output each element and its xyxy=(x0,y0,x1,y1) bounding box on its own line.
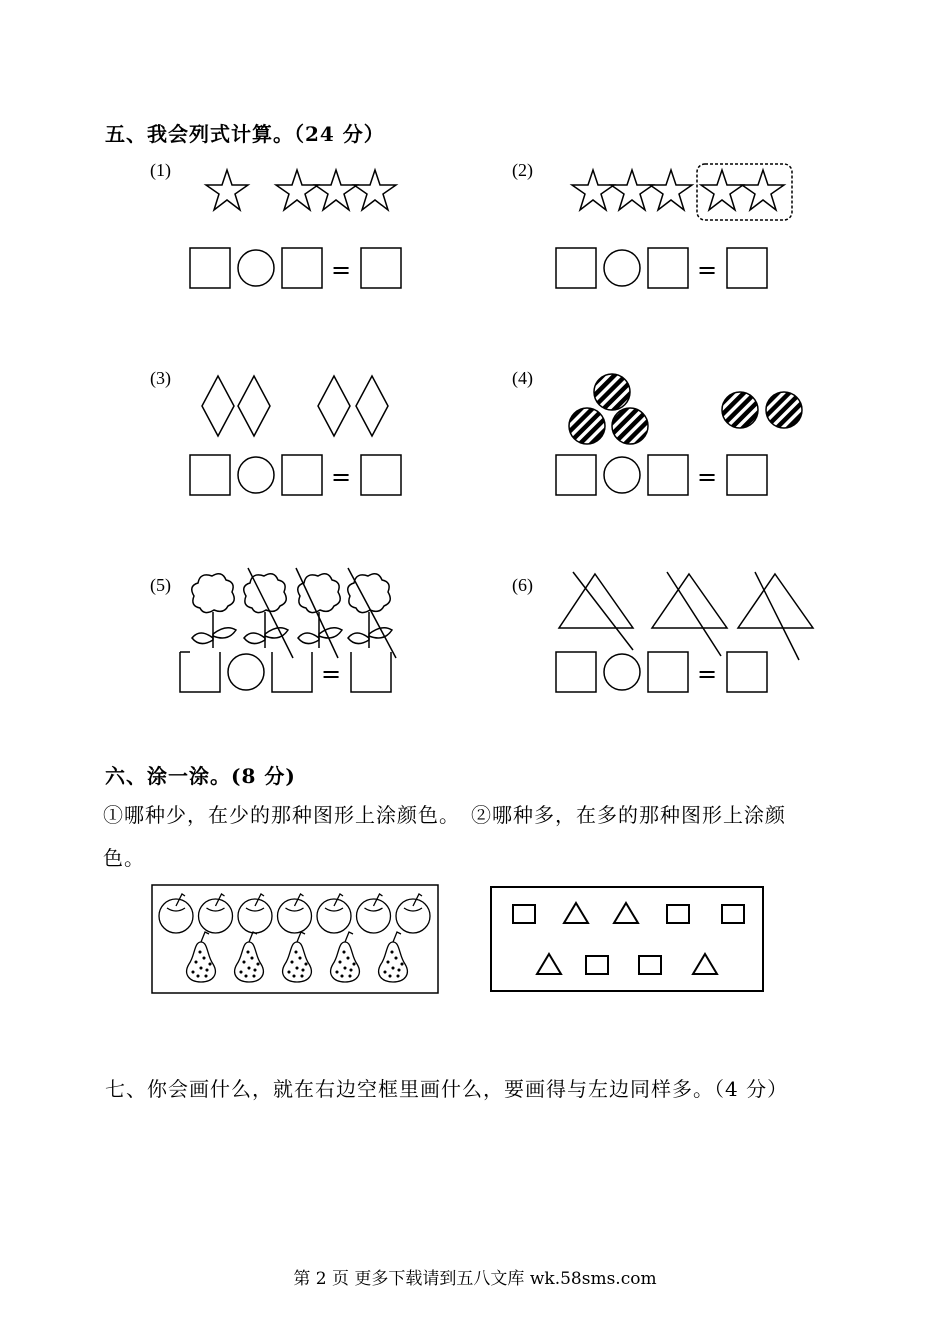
striped-ball-icon xyxy=(766,392,802,428)
triangle-icon xyxy=(537,954,561,974)
cross-out-line xyxy=(248,568,293,658)
pear-icon xyxy=(187,932,216,982)
answer-box xyxy=(361,455,401,495)
section6-heading: 六、涂一涂。(8 分) xyxy=(105,764,296,788)
stars-picture-2 xyxy=(570,162,800,224)
section5-heading: 五、我会列式计算。（24 分） xyxy=(105,122,385,146)
square-icon xyxy=(639,956,661,974)
square-icon xyxy=(586,956,608,974)
flower-icon xyxy=(192,574,236,648)
triangle-icon xyxy=(614,903,638,923)
answer-box xyxy=(282,455,322,495)
square-icon xyxy=(513,905,535,923)
equals-sign: = xyxy=(697,660,718,688)
equals-sign: = xyxy=(697,256,718,284)
cross-out-line xyxy=(755,572,799,660)
answer-box xyxy=(648,652,688,692)
pear-icon xyxy=(379,932,408,982)
answer-box xyxy=(272,652,312,692)
pear-icon xyxy=(235,932,264,982)
apple-icon xyxy=(199,894,233,933)
square-icon xyxy=(722,905,744,923)
answer-row-6 xyxy=(554,650,774,695)
section6-instruction-line2: 色。 xyxy=(103,846,145,870)
equals-sign: = xyxy=(331,463,352,491)
page-footer: 第 2 页 更多下载请到五八文库 wk.58sms.com xyxy=(293,1269,657,1289)
problem-label-5: (5) xyxy=(150,575,171,595)
operator-circle xyxy=(604,457,640,493)
answer-box xyxy=(727,652,767,692)
apple-icon xyxy=(317,894,351,933)
apple-icon xyxy=(159,894,193,933)
striped-ball-icon xyxy=(612,408,648,444)
answer-row-2 xyxy=(554,246,774,291)
answer-row-4 xyxy=(554,453,774,498)
star-icon xyxy=(701,170,743,210)
answer-box xyxy=(727,248,767,288)
diamond-icon xyxy=(356,376,388,436)
answer-box xyxy=(190,455,230,495)
striped-ball-icon xyxy=(722,392,758,428)
triangle-icon xyxy=(738,574,813,628)
problem-label-2: (2) xyxy=(512,160,533,180)
pear-icon xyxy=(331,932,360,982)
diamonds-picture xyxy=(198,372,398,440)
flower-icon xyxy=(244,574,288,648)
shapes-box xyxy=(490,886,766,994)
answer-box xyxy=(180,652,220,692)
answer-box xyxy=(648,248,688,288)
fruit-box xyxy=(151,884,441,996)
star-icon xyxy=(611,170,653,210)
triangle-icon xyxy=(693,954,717,974)
answer-box xyxy=(190,248,230,288)
answer-box xyxy=(648,455,688,495)
operator-circle xyxy=(238,250,274,286)
cross-out-line xyxy=(348,568,396,658)
triangle-icon xyxy=(652,574,727,628)
striped-ball-icon xyxy=(594,374,630,410)
triangles-picture xyxy=(555,568,820,663)
operator-circle xyxy=(604,250,640,286)
pear-icon xyxy=(283,932,312,982)
star-icon xyxy=(354,170,396,210)
section6-instruction-line1: ①哪种少，在少的那种图形上涂颜色。 ②哪种多，在多的那种图形上涂颜 xyxy=(103,803,786,827)
answer-box xyxy=(282,248,322,288)
striped-balls-picture xyxy=(560,370,810,450)
problem-label-6: (6) xyxy=(512,575,533,595)
answer-row-3 xyxy=(188,453,408,498)
apple-icon xyxy=(238,894,272,933)
flowers-picture xyxy=(188,568,403,663)
stars-picture-1 xyxy=(200,165,400,220)
diamond-icon xyxy=(238,376,270,436)
apple-icon xyxy=(396,894,430,933)
answer-box xyxy=(556,248,596,288)
problem-label-1: (1) xyxy=(150,160,171,180)
section7-heading: 七、你会画什么，就在右边空框里画什么，要画得与左边同样多。（4 分） xyxy=(105,1077,789,1101)
star-icon xyxy=(276,170,318,210)
answer-box xyxy=(351,652,391,692)
square-icon xyxy=(667,905,689,923)
star-icon xyxy=(206,170,248,210)
diamond-icon xyxy=(318,376,350,436)
equals-sign: = xyxy=(697,463,718,491)
striped-ball-icon xyxy=(569,408,605,444)
answer-box xyxy=(361,248,401,288)
problem-label-4: (4) xyxy=(512,368,533,388)
star-icon xyxy=(572,170,614,210)
answer-box xyxy=(556,455,596,495)
cross-out-line xyxy=(296,568,338,658)
cross-out-line xyxy=(573,572,633,650)
equals-sign: = xyxy=(331,256,352,284)
problem-label-3: (3) xyxy=(150,368,171,388)
answer-box xyxy=(556,652,596,692)
operator-circle xyxy=(238,457,274,493)
cross-out-line xyxy=(667,572,721,656)
apple-icon xyxy=(278,894,312,933)
star-icon xyxy=(315,170,357,210)
operator-circle xyxy=(228,654,264,690)
triangle-icon xyxy=(564,903,588,923)
operator-circle xyxy=(604,654,640,690)
answer-row-5 xyxy=(178,650,398,695)
answer-box xyxy=(727,455,767,495)
apple-icon xyxy=(357,894,391,933)
equals-sign: = xyxy=(321,660,342,688)
star-icon xyxy=(650,170,692,210)
diamond-icon xyxy=(202,376,234,436)
star-icon xyxy=(742,170,784,210)
answer-row-1 xyxy=(188,246,408,291)
